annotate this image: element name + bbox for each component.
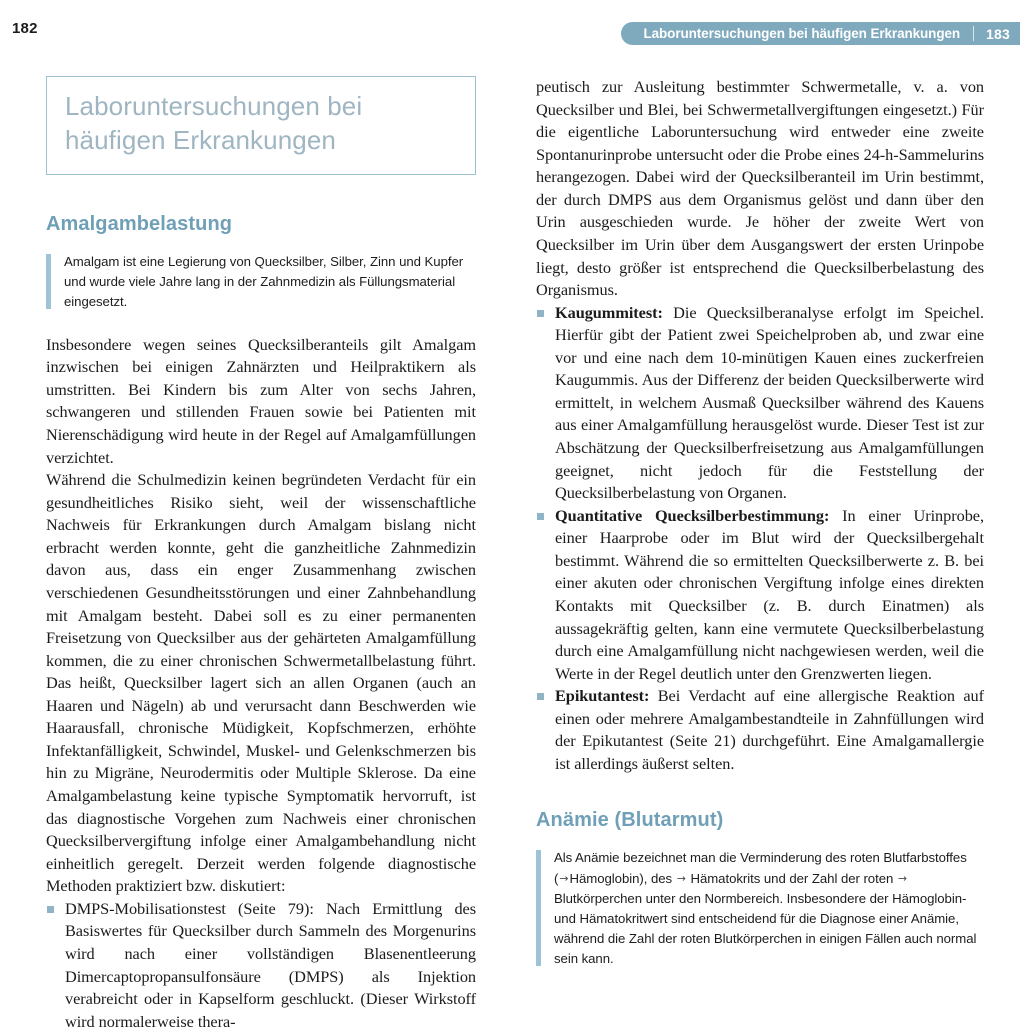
callout-anemia-seg-6: Blutkörperchen unter den Normbereich. Insbesondere der Hämoglobin- und Hämatokritwert sind entscheidend für die Diagnose einer Anämie, während die Zahl der roten Blutkörperchen in einigen Fällen auch normal sein kann.: [554, 890, 977, 966]
page-number-left: 182: [12, 20, 38, 37]
callout-anemia-seg-0: Als Anämie bezeichnet man die Verminderung des roten Blutfarbstoffes (: [554, 850, 967, 886]
section-heading-anemia: Anämie (Blutarmut): [536, 809, 724, 832]
list-item-term: Quantitative Quecksilberbestimmung:: [555, 505, 830, 525]
paragraph-continuation: peutisch zur Ausleitung bestimmter Schwermetalle, v. a. von Quecksilber und Blei, bei Schwermetallvergiftungen eingesetzt.) Für die eigentliche Laboruntersuchung wird entweder eine zweite Spontanurinprobe untersucht oder die Probe eines 24-h-Sammelurins herangezogen. Dabei wird der Quecksilberanteil im Urin bestimmt, der durch DMPS aus dem Organismus gelöst und dann über den Urin ausgeschieden wurde. Je höher der zweite Wert von Quecksilber im Urin über dem Ausgangswert der ersten Urinpobe liegt, desto größer ist entsprechend die Quecksilberbelastung des Organismus.: [536, 77, 984, 300]
callout-anemia-seg-4: Hämatokrits und der Zahl der roten: [686, 870, 897, 886]
list-item-text: In einer Urinprobe, einer Haarprobe oder im Blut wird der Quecksilbergehalt bestimmt. Während die so ermittelten Quecksilberwerte z. B. bei einer akuten oder chronischen Vergiftung infolge eines direkten Kontakts mit Quecksilber (z. B. durch Einatmen) als aussagekräftig gelten, kann eine vermutete Quecksilberbelastung durch eine Amalgamfüllung nicht nachgewiesen werden, weil die Werte in der Regel deutlich unter den Grenzwerten liegen.: [555, 505, 984, 683]
callout-anemia-text: [554, 848, 984, 968]
bullet-square-icon: [537, 693, 544, 700]
list-item: [536, 685, 984, 775]
bullet-square-icon: [47, 906, 54, 913]
arrow-right-icon: →: [559, 871, 569, 885]
running-head-title: Laboruntersuchungen bei häufigen Erkrankungen: [643, 26, 961, 41]
right-column: [536, 76, 984, 991]
running-head-band: [621, 22, 1020, 45]
callout-anemia: [536, 848, 984, 968]
list-item-term: Kaugummitest:: [555, 302, 663, 322]
page-number-right: 183: [986, 25, 1010, 42]
callout-anemia-seg-2: Hämoglobin), des: [569, 870, 676, 886]
paragraph-amalgam-2: Während die Schulmedizin keinen begründeten Verdacht für ein gesundheitliches Risiko sieht, weil der wissenschaftliche Nachweis für Erkrankungen durch Amalgam bislang nicht erbracht werden konnte, geht die ganzheitliche Zahnmedizin davon aus, dass ein enger Zusammenhang zwischen verschiedenen Gesundheitsstörungen und einer Zahnbehandlung mit Amalgam besteht. Dabei soll es zu einer permanenten Freisetzung von Quecksilber aus der gehärteten Amalgamfüllung kommen, die zu einer chronischen Schwermetallbelastung führt. Das heißt, Quecksilber lagert sich an allen Organen (auch an Haaren und Nägeln) ab und verursacht dann Beschwerden wie Haarausfall, chronische Müdigkeit, Kopfschmerzen, erhöhte Infektanfälligkeit, Schwindel, Muskel- und Gelenkschmerzen bis hin zu Migräne, Neurodermitis oder Multiple Sklerose. Da eine Amalgambelastung keine typische Symptomatik hervorruft, ist das diagnostische Vorgehen zum Nachweis einer chronischen Quecksilbervergiftung infolge einer Amalgambehandlung nicht einheitlich geregelt. Derzeit werden folgende diagnostische Methoden praktiziert bzw. diskutiert:: [46, 470, 476, 896]
arrow-right-icon: →: [676, 871, 686, 885]
callout-amalgam: [46, 252, 476, 312]
arrow-right-icon: →: [897, 871, 908, 885]
list-item-text: Bei Verdacht auf eine allergische Reaktion auf einen oder mehrere Amalgambestandteile in Zahnfüllungen wird der Epikutantest (Seite 21) durchgeführt. Eine Amalgamallergie ist allerdings äußerst selten.: [555, 686, 984, 773]
chapter-title-box: [46, 76, 476, 175]
list-item-term: Epikutantest:: [555, 686, 650, 706]
left-column: [46, 76, 476, 1033]
list-item-text: DMPS-Mobilisationstest (Seite 79): Nach Ermittlung des Basiswertes für Quecksilber durch Sammeln des Morgenurins wird nach einer vollständigen Blasenentleerung Dimercaptopropansulfonsäure (DMPS) als Injektion verabreicht oder in Kapselform geschluckt. (Dieser Wirkstoff wird normalerweise thera-: [65, 898, 476, 1031]
paragraph-amalgam-1: Insbesondere wegen seines Quecksilberanteils gilt Amalgam inzwischen bei einigen Zahnärzten und Heilpraktikern als umstritten. Bei Kindern bis zum Alter von sechs Jahren, schwangeren und stillenden Frauen sowie bei Patienten mit Nierenschädigung wird heute in der Regel auf Amalgamfüllungen verzichtet.: [46, 334, 476, 467]
diagnostic-methods-list-part2: [536, 302, 984, 776]
diagnostic-methods-list-part1: [46, 898, 476, 1033]
callout-amalgam-text: Amalgam ist eine Legierung von Quecksilber, Silber, Zinn und Kupfer und wurde viele Jahre lang in der Zahnmedizin als Füllungsmaterial eingesetzt.: [64, 253, 464, 309]
bullet-square-icon: [537, 310, 544, 317]
section-heading-amalgam: Amalgambelastung: [46, 212, 233, 235]
bullet-square-icon: [537, 513, 544, 520]
list-item: [536, 505, 984, 686]
chapter-title: Laboruntersuchungen bei häufigen Erkrankungen: [65, 91, 363, 155]
list-item: [536, 302, 984, 505]
running-head-divider: [973, 26, 974, 41]
list-item: [46, 898, 476, 1033]
list-item-text: Die Quecksilberanalyse erfolgt im Speichel. Hierfür gibt der Patient zwei Speichelproben ab, und zwar eine vor und eine nach dem 10-minütigen Kauen eines zuckerfreien Kaugummis. Aus der Differenz der beiden Quecksilberwerte wird ermittelt, in welchem Ausmaß Quecksilber während des Kauens aus einer Amalgamfüllung herausgelöst wurde. Dieser Test ist zur Abschätzung der Quecksilberfreisetzung aus Amalgamfüllungen geeignet, nicht jedoch für die Feststellung der Quecksilberbelastung von Organen.: [555, 302, 984, 503]
